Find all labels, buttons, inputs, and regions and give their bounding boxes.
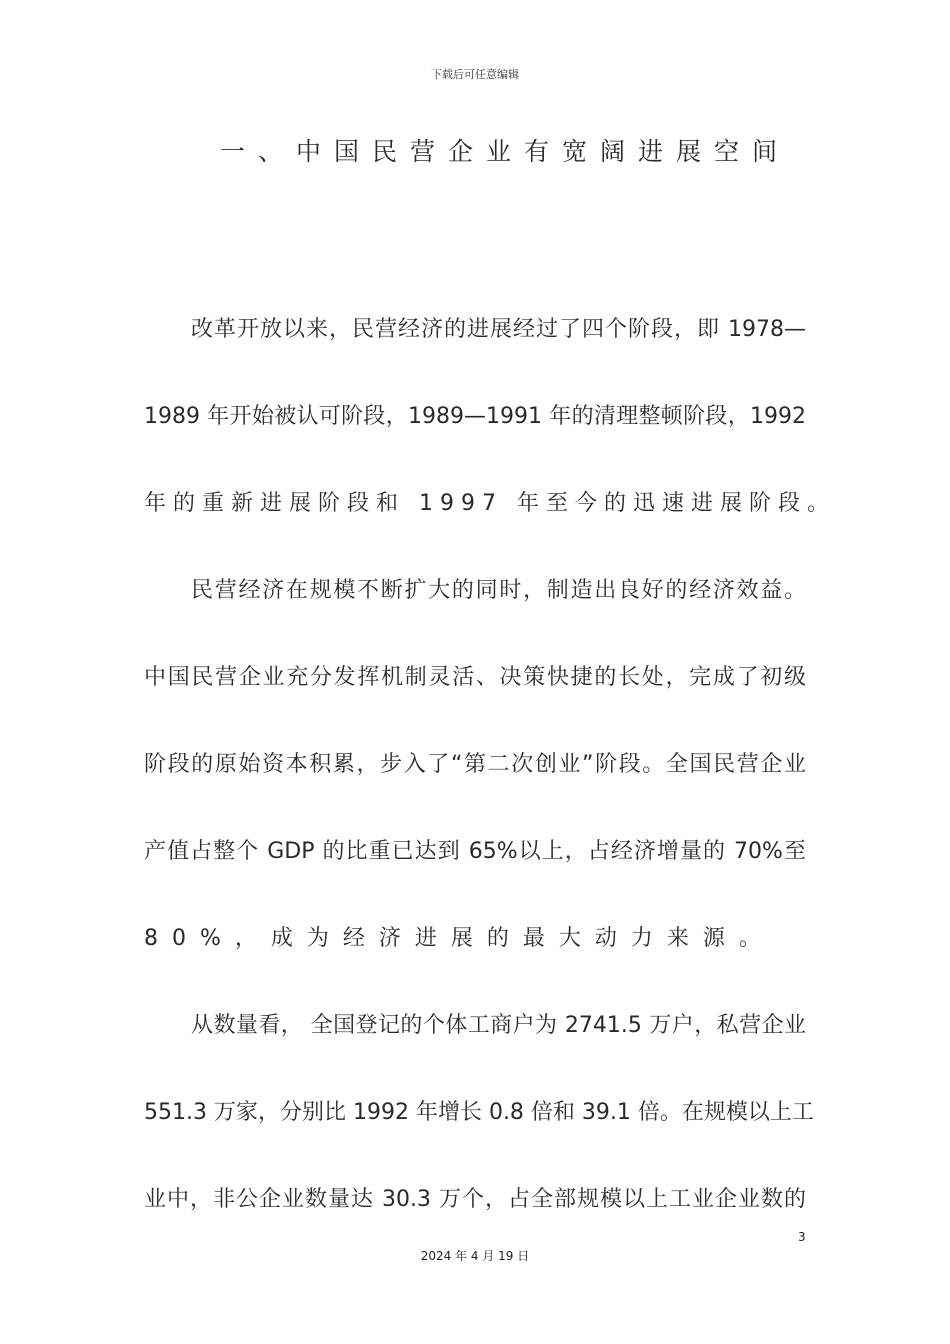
- body-line: 民营经济在规模不断扩大的同时，制造出良好的经济效益。: [191, 578, 806, 603]
- body-line: 551.3 万家，分别比 1992 年增长 0.8 倍和 39.1 倍。在规模以上工: [144, 1100, 814, 1125]
- body-line: 年的重新进展阶段和 1997 年至今的迅速进展阶段。: [144, 491, 836, 516]
- body-line: 业中，非公企业数量达 30.3 万个，占全部规模以上工业企业数的: [144, 1187, 806, 1212]
- body-line: 阶段的原始资本积累，步入了“第二次创业”阶段。全国民营企业: [144, 752, 806, 777]
- body-line: 80%，成为经济进展的最大动力来源。: [144, 926, 775, 951]
- body-line: 产值占整个 GDP 的比重已达到 65%以上，占经济增量的 70%至: [144, 839, 806, 864]
- body-line: 中国民营企业充分发挥机制灵活、决策快捷的长处，完成了初级: [144, 665, 806, 690]
- body-line: 从数量看， 全国登记的个体工商户为 2741.5 万户，私营企业: [191, 1013, 806, 1038]
- footer-date: 2024 年 4 月 19 日: [420, 1249, 530, 1263]
- page-header: 下载后可任意编辑: [431, 68, 519, 81]
- page-number: 3: [798, 1230, 806, 1244]
- body-line: 改革开放以来，民营经济的进展经过了四个阶段，即 1978—: [191, 317, 806, 342]
- section-title: 一、中国民营企业有宽阔进展空间: [220, 137, 791, 166]
- body-line: 1989 年开始被认可阶段，1989—1991 年的清理整顿阶段，1992: [144, 404, 806, 429]
